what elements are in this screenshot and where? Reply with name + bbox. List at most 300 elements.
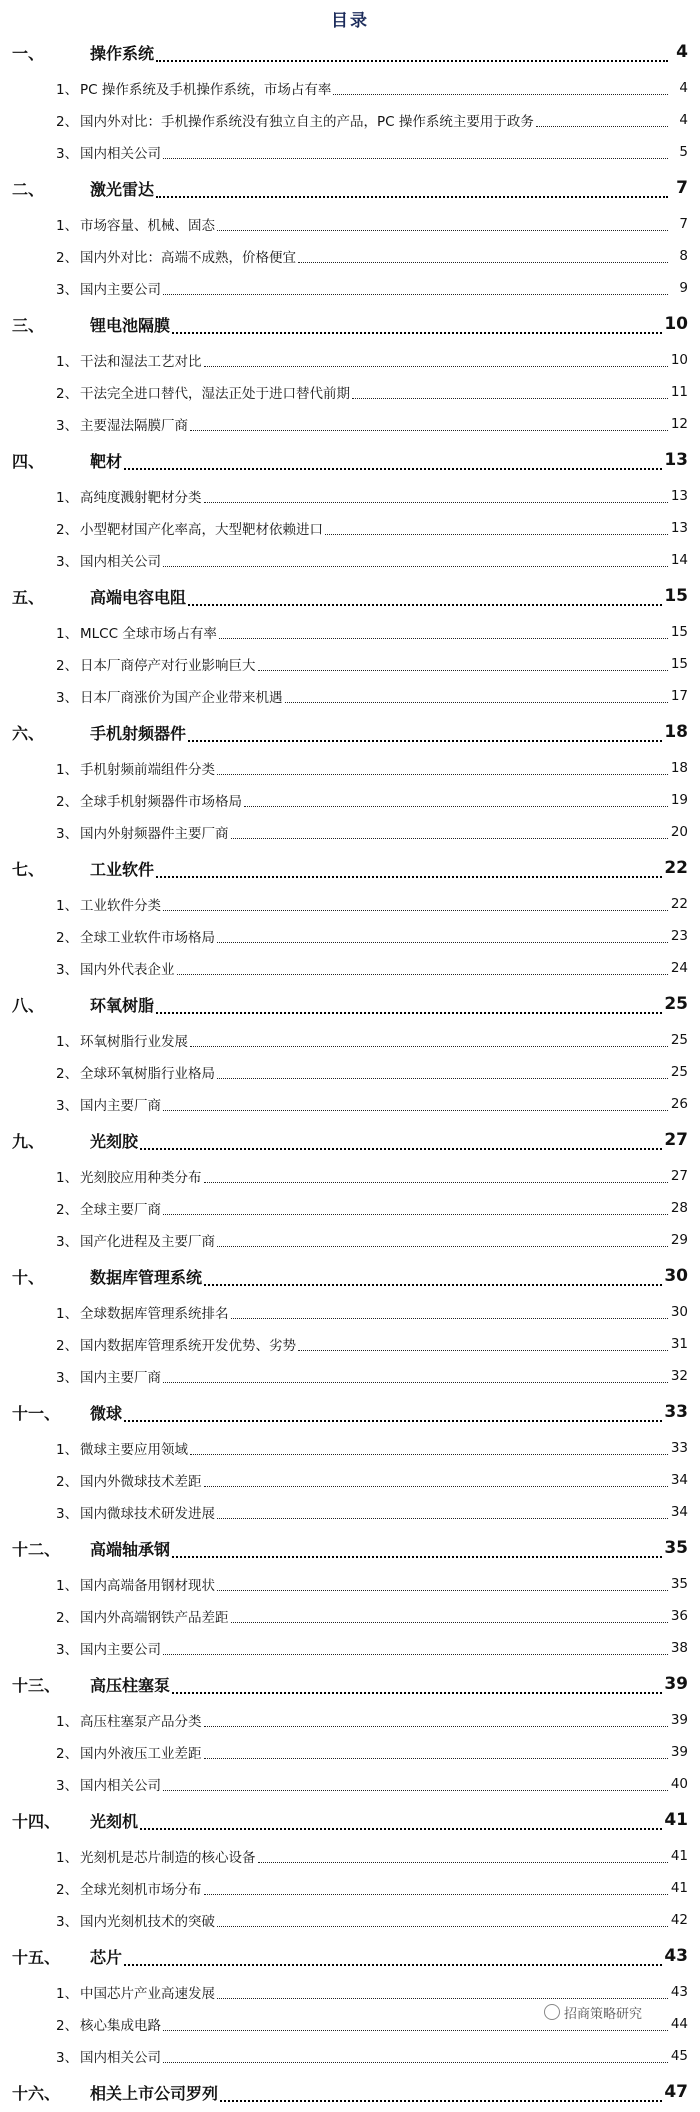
toc-subsection-entry[interactable] [12, 680, 688, 712]
toc-subsection-entry[interactable] [12, 240, 688, 272]
subsection-title: 国内数据库管理系统开发优势、劣势 [80, 1338, 296, 1354]
section-number: 八、 [12, 995, 45, 1015]
subsection-lead [12, 1302, 229, 1322]
toc-subsection-entry[interactable] [12, 952, 688, 984]
toc-subsection-entry[interactable] [12, 1224, 688, 1256]
subsection-lead [12, 1774, 161, 1794]
toc-subsection-entry[interactable] [12, 272, 688, 304]
dot-leader [217, 1998, 668, 1999]
toc-subsection-entry[interactable] [12, 2040, 688, 2072]
subsection-title: PC 操作系统及手机操作系统，市场占有率 [80, 82, 332, 98]
subsection-title: 国内外液压工业差距 [80, 1746, 202, 1762]
section-number: 九、 [12, 1131, 45, 1151]
subsection-number: 2、 [56, 1474, 79, 1490]
toc-subsection-entry[interactable] [12, 1736, 688, 1768]
subsection-lead [12, 1334, 296, 1354]
page-number: 15 [670, 624, 688, 640]
toc-section-entry[interactable] [12, 984, 688, 1024]
section-number: 十五、 [12, 1947, 61, 1967]
subsection-lead [12, 1638, 161, 1658]
subsection-number: 3、 [56, 1914, 79, 1930]
subsection-number: 3、 [56, 282, 79, 298]
toc-subsection-entry[interactable] [12, 752, 688, 784]
dot-leader [190, 1046, 668, 1047]
toc-section-entry[interactable] [12, 1120, 688, 1160]
subsection-lead [12, 1846, 256, 1866]
watermark: 招商策略研究 [540, 2003, 646, 2022]
toc-section-entry[interactable] [12, 1392, 688, 1432]
toc-subsection-entry[interactable] [12, 1328, 688, 1360]
dot-leader [204, 1758, 669, 1759]
subsection-title: 国内相关公司 [80, 2050, 161, 2066]
page-number: 27 [670, 1168, 688, 1184]
toc-subsection-entry[interactable] [12, 1360, 688, 1392]
toc-subsection-entry[interactable] [12, 1464, 688, 1496]
subsection-title: 国内光刻机技术的突破 [80, 1914, 215, 1930]
page-number: 4 [679, 112, 688, 128]
section-number: 五、 [12, 587, 45, 607]
subsection-number: 2、 [56, 2018, 79, 2034]
subsection-number: 2、 [56, 1882, 79, 1898]
subsection-title: 手机射频前端组件分类 [80, 762, 215, 778]
subsection-title: 光刻胶应用种类分布 [80, 1170, 202, 1186]
toc-section-entry[interactable] [12, 576, 688, 616]
dot-leader [140, 1148, 662, 1150]
toc-section-entry[interactable] [12, 440, 688, 480]
subsection-lead [12, 278, 161, 298]
subsection-lead [12, 2046, 161, 2066]
dot-leader [204, 502, 669, 503]
toc-subsection-entry[interactable] [12, 1496, 688, 1528]
dot-leader [258, 1862, 669, 1863]
page-number: 20 [670, 824, 688, 840]
subsection-number: 2、 [56, 1610, 79, 1626]
toc-subsection-entry[interactable] [12, 1904, 688, 1936]
dot-leader [220, 2100, 662, 2102]
page-number: 44 [670, 2016, 688, 2032]
subsection-lead [12, 1470, 202, 1490]
subsection-lead [12, 1574, 215, 1594]
dot-leader [244, 806, 668, 807]
dot-leader [217, 942, 668, 943]
subsection-title: 全球工业软件市场格局 [80, 930, 215, 946]
section-title: 数据库管理系统 [90, 1267, 203, 1287]
toc-subsection-entry[interactable] [12, 888, 688, 920]
subsection-number: 3、 [56, 690, 79, 706]
dot-leader [204, 1182, 669, 1183]
dot-leader [163, 2030, 668, 2031]
toc-subsection-entry[interactable] [12, 1432, 688, 1464]
toc-subsection-entry[interactable] [12, 616, 688, 648]
subsection-number: 2、 [56, 658, 79, 674]
dot-leader [352, 398, 668, 399]
subsection-title: 国内相关公司 [80, 554, 161, 570]
subsection-lead [12, 1030, 188, 1050]
subsection-title: 光刻机是芯片制造的核心设备 [80, 1850, 256, 1866]
subsection-lead [12, 790, 242, 810]
page-number: 25 [670, 1064, 688, 1080]
dot-leader [172, 1556, 662, 1558]
toc-subsection-entry[interactable] [12, 1296, 688, 1328]
page-number: 30 [664, 1266, 688, 1286]
subsection-number: 1、 [56, 1850, 79, 1866]
subsection-lead [12, 550, 161, 570]
dot-leader [163, 1654, 668, 1655]
subsection-lead [12, 654, 256, 674]
section-title: 操作系统 [90, 43, 155, 63]
page-number: 18 [670, 760, 688, 776]
dot-leader [204, 366, 669, 367]
section-number: 十三、 [12, 1675, 61, 1695]
subsection-lead [12, 214, 215, 234]
dot-leader [124, 1420, 662, 1422]
subsection-lead [12, 518, 323, 538]
subsection-lead [12, 958, 175, 978]
section-title: 高端轴承钢 [90, 1539, 171, 1559]
page-number: 39 [670, 1744, 688, 1760]
dot-leader [298, 1350, 668, 1351]
subsection-title: 国内外高端钢铁产品差距 [80, 1610, 229, 1626]
toc-subsection-entry[interactable] [12, 104, 688, 136]
subsection-number: 3、 [56, 1370, 79, 1386]
page-number: 41 [664, 1810, 688, 1830]
toc-subsection-entry[interactable] [12, 208, 688, 240]
toc-section-entry[interactable] [12, 848, 688, 888]
dot-leader [536, 126, 668, 127]
dot-leader [172, 332, 662, 334]
dot-leader [163, 910, 668, 911]
toc-subsection-entry[interactable] [12, 376, 688, 408]
subsection-lead [12, 1198, 161, 1218]
dot-leader [177, 974, 669, 975]
subsection-number: 3、 [56, 146, 79, 162]
page-number: 22 [664, 858, 688, 878]
page-number: 47 [664, 2082, 688, 2102]
page-number: 25 [670, 1032, 688, 1048]
toc-subsection-entry[interactable] [12, 1088, 688, 1120]
subsection-lead [12, 142, 161, 162]
section-title: 高压柱塞泵 [90, 1675, 171, 1695]
toc-section-entry[interactable] [12, 1256, 688, 1296]
dot-leader [231, 838, 669, 839]
subsection-number: 1、 [56, 1442, 79, 1458]
page-number: 43 [670, 1984, 688, 2000]
toc-section-entry[interactable] [12, 2072, 688, 2112]
page-number: 13 [670, 488, 688, 504]
page-number: 41 [670, 1848, 688, 1864]
page-number: 26 [670, 1096, 688, 1112]
page-number: 13 [670, 520, 688, 536]
subsection-lead [12, 758, 215, 778]
dot-leader [163, 1382, 668, 1383]
page-number: 27 [664, 1130, 688, 1150]
section-title: 高端电容电阻 [90, 587, 187, 607]
toc-section-entry[interactable] [12, 32, 688, 72]
dot-leader [163, 1214, 668, 1215]
toc-subsection-entry[interactable] [12, 1160, 688, 1192]
subsection-lead [12, 1742, 202, 1762]
page-number: 14 [670, 552, 688, 568]
subsection-number: 1、 [56, 1034, 79, 1050]
page-number: 34 [670, 1472, 688, 1488]
page-number: 7 [679, 216, 688, 232]
page-number: 39 [670, 1712, 688, 1728]
subsection-title: 市场容量、机械、固态 [80, 218, 215, 234]
subsection-lead [12, 78, 331, 98]
subsection-lead [12, 1502, 215, 1522]
subsection-lead [12, 822, 229, 842]
subsection-lead [12, 686, 283, 706]
dot-leader [163, 294, 668, 295]
section-number: 三、 [12, 315, 45, 335]
page-number: 15 [664, 586, 688, 606]
subsection-number: 3、 [56, 1098, 79, 1114]
subsection-number: 2、 [56, 1338, 79, 1354]
toc-subsection-entry[interactable] [12, 1192, 688, 1224]
dot-leader [163, 1790, 668, 1791]
section-title: 芯片 [90, 1947, 123, 1967]
toc-subsection-entry[interactable] [12, 72, 688, 104]
dot-leader [219, 638, 668, 639]
dot-leader [140, 1828, 662, 1830]
toc-subsection-entry[interactable] [12, 136, 688, 168]
toc-subsection-entry[interactable] [12, 1768, 688, 1800]
subsection-lead [12, 246, 296, 266]
dot-leader [163, 1110, 668, 1111]
page-number: 22 [670, 896, 688, 912]
subsection-title: 国内微球技术研发进展 [80, 1506, 215, 1522]
subsection-title: 干法和湿法工艺对比 [80, 354, 202, 370]
subsection-title: 中国芯片产业高速发展 [80, 1986, 215, 2002]
section-title: 光刻机 [90, 1811, 139, 1831]
toc-subsection-entry[interactable] [12, 1024, 688, 1056]
page-number: 31 [670, 1336, 688, 1352]
section-number: 二、 [12, 179, 45, 199]
subsection-title: 干法完全进口替代，湿法正处于进口替代前期 [80, 386, 350, 402]
subsection-lead [12, 1166, 202, 1186]
page-number: 5 [679, 144, 688, 160]
toc-subsection-entry[interactable] [12, 544, 688, 576]
subsection-title: 国内外对比：手机操作系统没有独立自主的产品，PC 操作系统主要用于政务 [80, 114, 534, 130]
subsection-number: 1、 [56, 354, 79, 370]
subsection-title: 国内高端备用钢材现状 [80, 1578, 215, 1594]
subsection-lead [12, 350, 202, 370]
toc-section-entry[interactable] [12, 1528, 688, 1568]
page-number: 23 [670, 928, 688, 944]
subsection-number: 2、 [56, 386, 79, 402]
subsection-title: 国内主要厂商 [80, 1370, 161, 1386]
dot-leader [204, 1284, 662, 1286]
subsection-title: 国内外微球技术差距 [80, 1474, 202, 1490]
dot-leader [190, 1454, 668, 1455]
subsection-title: 国内相关公司 [80, 146, 161, 162]
toc-subsection-entry[interactable] [12, 480, 688, 512]
subsection-number: 1、 [56, 1578, 79, 1594]
dot-leader [217, 1078, 668, 1079]
page-number: 41 [670, 1880, 688, 1896]
dot-leader [163, 2062, 668, 2063]
toc-section-entry[interactable] [12, 1800, 688, 1840]
subsection-title: 高压柱塞泵产品分类 [80, 1714, 202, 1730]
subsection-lead [12, 1982, 215, 2002]
subsection-lead [12, 894, 161, 914]
subsection-lead [12, 1878, 202, 1898]
page-number: 33 [670, 1440, 688, 1456]
page-number: 24 [670, 960, 688, 976]
dot-leader [217, 1590, 668, 1591]
toc-subsection-entry[interactable] [12, 784, 688, 816]
dot-leader [156, 1012, 662, 1014]
dot-leader [217, 1926, 668, 1927]
toc-subsection-entry[interactable] [12, 1568, 688, 1600]
subsection-title: 主要湿法隔膜厂商 [80, 418, 188, 434]
dot-leader [285, 702, 669, 703]
subsection-title: 全球手机射频器件市场格局 [80, 794, 242, 810]
subsection-title: 全球数据库管理系统排名 [80, 1306, 229, 1322]
subsection-title: 小型靶材国产化率高，大型靶材依赖进口 [80, 522, 323, 538]
toc-section-entry[interactable] [12, 712, 688, 752]
dot-leader [217, 1518, 668, 1519]
section-number: 十二、 [12, 1539, 61, 1559]
page-number: 7 [676, 178, 688, 198]
dot-leader [156, 196, 668, 198]
subsection-title: 环氧树脂行业发展 [80, 1034, 188, 1050]
toc-subsection-entry[interactable] [12, 1600, 688, 1632]
toc-subsection-entry[interactable] [12, 408, 688, 440]
page-number: 10 [664, 314, 688, 334]
subsection-number: 2、 [56, 250, 79, 266]
subsection-title: 国内主要公司 [80, 282, 161, 298]
subsection-title: 国内外代表企业 [80, 962, 175, 978]
section-number: 十、 [12, 1267, 45, 1287]
page-number: 34 [670, 1504, 688, 1520]
subsection-lead [12, 1230, 215, 1250]
section-title: 微球 [90, 1403, 123, 1423]
page-number: 8 [679, 248, 688, 264]
dot-leader [156, 60, 668, 62]
subsection-number: 1、 [56, 1170, 79, 1186]
page-number: 38 [670, 1640, 688, 1656]
dot-leader [172, 1692, 662, 1694]
toc-subsection-entry[interactable] [12, 1056, 688, 1088]
subsection-title: 国内外射频器件主要厂商 [80, 826, 229, 842]
subsection-title: 国产化进程及主要厂商 [80, 1234, 215, 1250]
subsection-number: 2、 [56, 522, 79, 538]
toc-section-entry[interactable] [12, 168, 688, 208]
subsection-title: MLCC 全球市场占有率 [80, 626, 217, 642]
page-number: 10 [670, 352, 688, 368]
subsection-number: 2、 [56, 1066, 79, 1082]
subsection-lead [12, 1438, 188, 1458]
dot-leader [163, 158, 668, 159]
section-number: 一、 [12, 43, 45, 63]
dot-leader [124, 1964, 662, 1966]
section-title: 工业软件 [90, 859, 155, 879]
page-number: 33 [664, 1402, 688, 1422]
dot-leader [231, 1622, 669, 1623]
section-number: 七、 [12, 859, 45, 879]
dot-leader [156, 876, 662, 878]
toc-subsection-entry[interactable] [12, 1872, 688, 1904]
toc-subsection-entry[interactable] [12, 648, 688, 680]
subsection-number: 2、 [56, 794, 79, 810]
subsection-number: 1、 [56, 762, 79, 778]
dot-leader [163, 566, 668, 567]
subsection-lead [12, 1710, 202, 1730]
page-number: 12 [670, 416, 688, 432]
subsection-title: 微球主要应用领域 [80, 1442, 188, 1458]
toc-section-entry[interactable] [12, 304, 688, 344]
page-number: 15 [670, 656, 688, 672]
toc-section-entry[interactable] [12, 1664, 688, 1704]
dot-leader [124, 468, 662, 470]
wechat-icon [544, 2004, 560, 2020]
dot-leader [333, 94, 668, 95]
subsection-number: 3、 [56, 1778, 79, 1794]
subsection-title: 国内主要公司 [80, 1642, 161, 1658]
subsection-title: 日本厂商涨价为国产企业带来机遇 [80, 690, 283, 706]
section-number: 六、 [12, 723, 45, 743]
page-number: 19 [670, 792, 688, 808]
subsection-number: 1、 [56, 1714, 79, 1730]
subsection-lead [12, 1062, 215, 1082]
subsection-number: 3、 [56, 1506, 79, 1522]
subsection-title: 工业软件分类 [80, 898, 161, 914]
subsection-number: 1、 [56, 1306, 79, 1322]
toc-subsection-entry[interactable] [12, 1704, 688, 1736]
dot-leader [190, 430, 668, 431]
subsection-lead [12, 414, 188, 434]
dot-leader [204, 1726, 669, 1727]
subsection-number: 2、 [56, 1202, 79, 1218]
subsection-lead [12, 486, 202, 506]
toc-subsection-entry[interactable] [12, 512, 688, 544]
page-number: 30 [670, 1304, 688, 1320]
subsection-title: 高纯度溅射靶材分类 [80, 490, 202, 506]
dot-leader [325, 534, 668, 535]
page-number: 40 [670, 1776, 688, 1792]
dot-leader [204, 1894, 669, 1895]
subsection-number: 1、 [56, 1986, 79, 2002]
section-number: 十四、 [12, 1811, 61, 1831]
subsection-lead [12, 1366, 161, 1386]
toc-subsection-entry[interactable] [12, 816, 688, 848]
subsection-title: 全球主要厂商 [80, 1202, 161, 1218]
dot-leader [188, 604, 662, 606]
toc-subsection-entry[interactable] [12, 1632, 688, 1664]
section-number: 十六、 [12, 2083, 61, 2103]
subsection-number: 2、 [56, 114, 79, 130]
page-number: 43 [664, 1946, 688, 1966]
page-number: 4 [679, 80, 688, 96]
page-number: 25 [664, 994, 688, 1014]
page-number: 45 [670, 2048, 688, 2064]
toc-subsection-entry[interactable] [12, 920, 688, 952]
section-title: 靶材 [90, 451, 123, 471]
toc-subsection-entry[interactable] [12, 1840, 688, 1872]
dot-leader [231, 1318, 669, 1319]
section-title: 光刻胶 [90, 1131, 139, 1151]
page-title: 目录 [331, 11, 369, 31]
page-number: 29 [670, 1232, 688, 1248]
toc-section-entry[interactable] [12, 1936, 688, 1976]
section-title: 相关上市公司罗列 [90, 2083, 219, 2103]
subsection-number: 1、 [56, 626, 79, 642]
page-number: 9 [679, 280, 688, 296]
toc-subsection-entry[interactable] [12, 344, 688, 376]
subsection-lead [12, 1910, 215, 1930]
page-number: 4 [676, 42, 688, 62]
